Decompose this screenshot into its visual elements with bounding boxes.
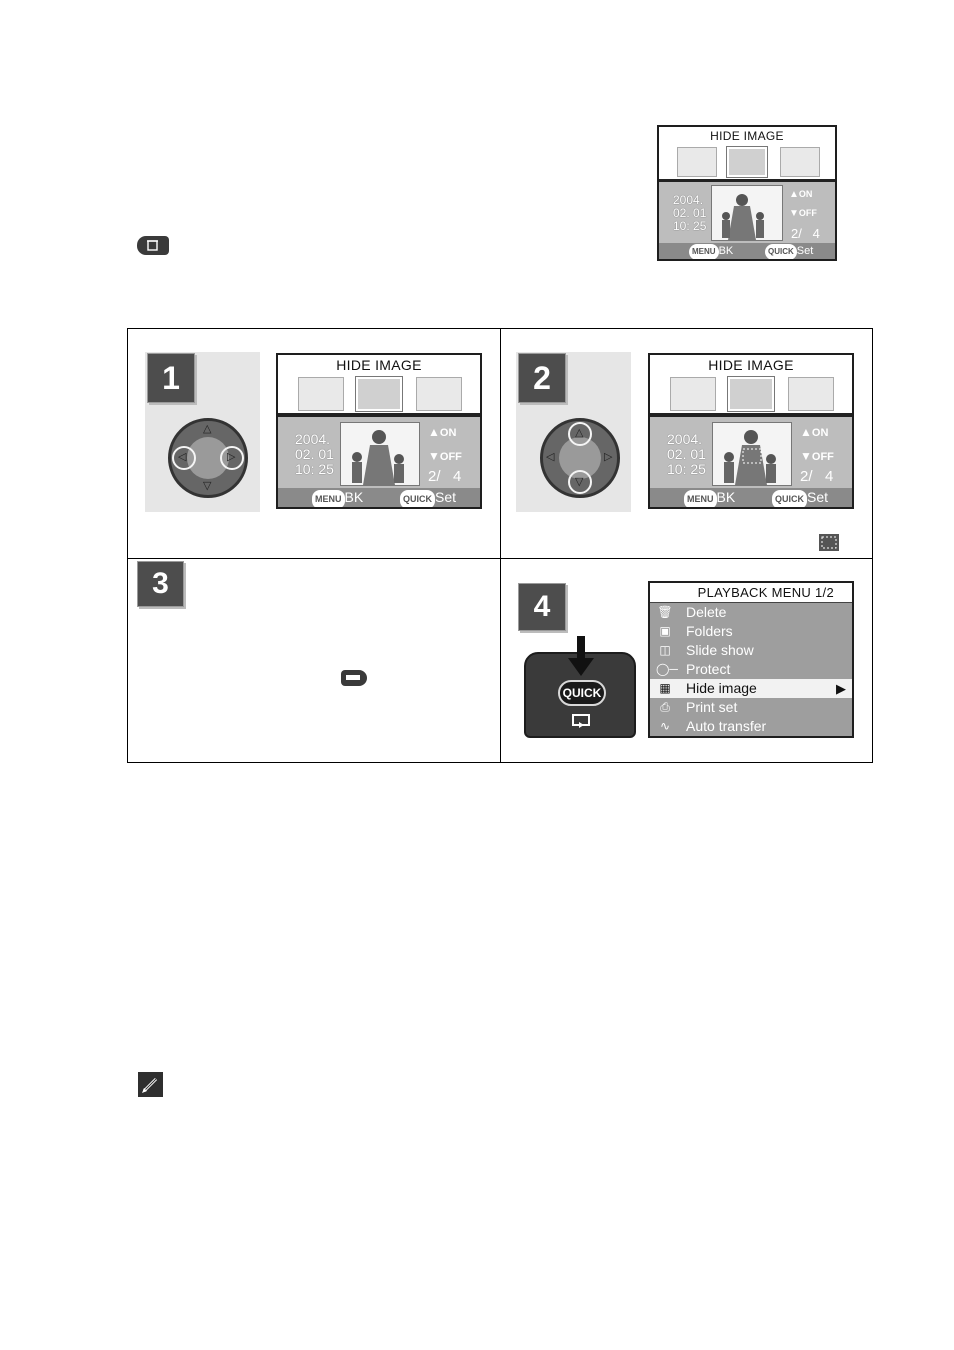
slideshow-icon: ◫ xyxy=(659,643,671,657)
arrow-right-icon: ▷ xyxy=(604,451,613,463)
set-label: Set xyxy=(796,245,814,257)
step-3-number: 3 xyxy=(137,561,184,607)
menu-item-label: Auto transfer xyxy=(686,718,767,734)
back-label: BK xyxy=(718,245,734,257)
hide-image-icon: ▦ xyxy=(659,681,671,695)
date-year: 2004. xyxy=(673,193,704,207)
screen-footer xyxy=(659,243,835,259)
time: 10: 25 xyxy=(667,461,706,478)
screen-title: HIDE IMAGE xyxy=(278,355,480,376)
screen-footer xyxy=(650,488,852,507)
menu-item-delete[interactable] xyxy=(650,603,852,622)
menu-button-icon xyxy=(341,670,367,686)
screen-title: HIDE IMAGE xyxy=(659,127,835,146)
menu-item-label: Delete xyxy=(686,604,727,620)
menu-title: PLAYBACK MENU 1/2 xyxy=(650,583,852,603)
menu-chip: MENU xyxy=(312,490,345,509)
hidden-image-icon xyxy=(818,533,840,552)
date-year: 2004. xyxy=(667,431,703,447)
quick-button-label: QUICK xyxy=(562,686,602,700)
menu-list xyxy=(650,603,852,736)
menu-item-hide-image[interactable] xyxy=(650,679,852,698)
date-time xyxy=(667,432,706,477)
menu-item-label: Hide image xyxy=(686,680,757,696)
back-label: BK xyxy=(716,489,736,505)
hide-image-screen-step1 xyxy=(276,353,482,509)
step-1-number: 1 xyxy=(147,353,195,403)
menu-chip: MENU xyxy=(684,490,717,509)
divider xyxy=(278,413,480,417)
submenu-arrow-icon: ▶ xyxy=(836,681,846,696)
trash-icon: 🗑 xyxy=(657,605,673,619)
arrow-up-icon: △ xyxy=(203,423,212,435)
menu-item-folders[interactable] xyxy=(650,622,852,641)
back-label: BK xyxy=(344,489,364,505)
arrow-down-icon: ▽ xyxy=(575,476,584,488)
preview-photo xyxy=(711,185,783,241)
menu-item-label: Protect xyxy=(686,661,731,677)
thumbnail-strip xyxy=(650,375,852,413)
off-label: OFF xyxy=(811,451,834,463)
time: 10: 25 xyxy=(673,218,707,233)
hide-image-screen-top xyxy=(657,125,837,261)
image-counter: 2/ 4 xyxy=(428,468,462,485)
multi-selector-up-down xyxy=(540,418,620,498)
note-pencil-icon xyxy=(138,1072,163,1097)
thumbnail xyxy=(780,147,820,177)
playback-button-icon xyxy=(572,714,590,726)
print-icon: ⎙ xyxy=(660,700,670,714)
quick-chip: QUICK xyxy=(765,244,797,260)
time: 10: 25 xyxy=(295,461,334,478)
divider xyxy=(659,179,835,182)
preview-photo xyxy=(340,422,420,486)
playback-menu-screen xyxy=(648,581,854,738)
on-off-toggle: ▲ON ▼OFF xyxy=(789,189,817,219)
thumbnail-selected xyxy=(728,377,774,411)
image-counter: 2/ 4 xyxy=(791,226,820,241)
off-label: OFF xyxy=(798,208,817,218)
menu-item-protect[interactable] xyxy=(650,660,852,679)
thumbnail-selected xyxy=(727,147,767,177)
step-2-number: 2 xyxy=(518,353,566,403)
thumbnail xyxy=(670,377,716,411)
thumbnail xyxy=(677,147,717,177)
quick-chip: QUICK xyxy=(400,490,435,509)
date-year: 2004. xyxy=(295,431,331,447)
grid-vline xyxy=(500,329,501,762)
quick-chip: QUICK xyxy=(772,490,807,509)
key-icon: ◯─ xyxy=(656,662,678,676)
menu-item-print-set[interactable] xyxy=(650,698,852,717)
arrow-right-icon: ▷ xyxy=(227,451,236,463)
off-label: OFF xyxy=(439,451,462,463)
step-4-number: 4 xyxy=(518,583,566,631)
press-arrow-icon xyxy=(566,636,596,678)
menu-item-label: Folders xyxy=(686,623,733,639)
screen-title: HIDE IMAGE xyxy=(650,355,852,376)
menu-item-slide-show[interactable] xyxy=(650,641,852,660)
set-label: Set xyxy=(435,489,457,505)
date-day: 02. 01 xyxy=(673,205,707,220)
hide-image-screen-step2 xyxy=(648,353,854,509)
on-off-toggle: ▲ON ▼OFF xyxy=(800,425,834,463)
screen-footer xyxy=(278,488,480,507)
on-label: ON xyxy=(439,427,457,439)
menu-item-label: Slide show xyxy=(686,642,754,658)
multi-selector-left-right xyxy=(168,418,248,498)
menu-item-auto-transfer[interactable] xyxy=(650,717,852,736)
thumbnail-strip xyxy=(659,145,835,179)
date-time xyxy=(295,432,334,477)
transfer-icon: ∿ xyxy=(659,719,671,733)
grid-hline xyxy=(128,558,872,559)
thumbnail-strip xyxy=(278,375,480,413)
arrow-left-icon: ◁ xyxy=(546,451,555,463)
thumbnail xyxy=(298,377,344,411)
arrow-up-icon: △ xyxy=(575,427,584,439)
menu-chip: MENU xyxy=(689,244,719,260)
arrow-left-icon: ◁ xyxy=(178,451,187,463)
thumbnail xyxy=(416,377,462,411)
folder-icon: ▣ xyxy=(659,624,671,638)
arrow-down-icon: ▽ xyxy=(203,480,212,492)
date-time xyxy=(673,194,706,233)
thumbnail xyxy=(788,377,834,411)
delete-button-icon xyxy=(137,236,169,255)
menu-item-label: Print set xyxy=(686,699,738,715)
quick-button xyxy=(558,680,606,706)
date-day: 02. 01 xyxy=(667,446,706,463)
date-day: 02. 01 xyxy=(295,446,334,463)
on-label: ON xyxy=(811,427,829,439)
preview-photo-hidden xyxy=(712,422,792,486)
image-counter: 2/ 4 xyxy=(800,468,834,485)
on-label: ON xyxy=(798,189,813,199)
thumbnail-selected xyxy=(356,377,402,411)
set-label: Set xyxy=(807,489,829,505)
on-off-toggle: ▲ON ▼OFF xyxy=(428,425,462,463)
divider xyxy=(650,413,852,417)
